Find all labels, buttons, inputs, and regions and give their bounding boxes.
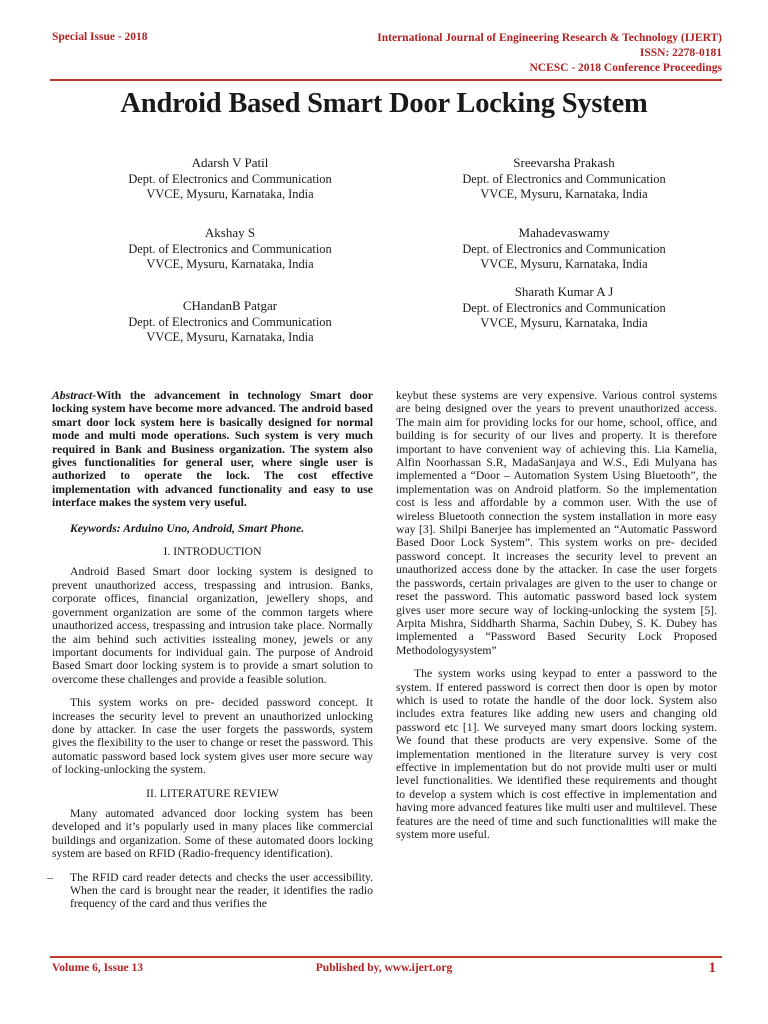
footer-divider: [50, 956, 722, 958]
header-special-issue: Special Issue - 2018: [52, 31, 148, 43]
author-dept: Dept. of Electronics and Communication: [128, 315, 332, 329]
author-block: [414, 155, 714, 202]
author-institution: VVCE, Mysuru, Karnataka, India: [480, 257, 648, 271]
author-block: [80, 225, 380, 272]
literature-bullet: [47, 870, 373, 911]
author-institution: VVCE, Mysuru, Karnataka, India: [480, 316, 648, 330]
header-proceedings: NCESC - 2018 Conference Proceedings: [529, 62, 722, 74]
author-institution: VVCE, Mysuru, Karnataka, India: [146, 187, 314, 201]
header-journal-info: [377, 31, 722, 76]
footer-volume: Volume 6, Issue 13: [52, 962, 143, 974]
literature-paragraph: Many automated advanced door locking system has been developed and it’s popularly used in many places like commercial buildings and organization. Some of these automated doors locking system are based on RFID (Radio-frequency identification).: [52, 806, 373, 861]
intro-paragraph: Android Based Smart door locking system is designed to prevent unauthorized access, trespassing and intrusion. Banks, corporate offices, financial organization, jewellery shops, and government organization are some of the common targets where unauthorized access, trespassing and intrusion take place. Normally the aim behind such activities isstealing money, jewels or any important documents for individual gain. The purpose of Android Based Smart door locking system is to provide a smart solution to overcome these challenges and provide a feasible solution.: [52, 565, 373, 686]
author-name: Mahadevaswamy: [518, 225, 610, 240]
section-heading-literature-review: II. LITERATURE REVIEW: [146, 786, 279, 800]
author-institution: VVCE, Mysuru, Karnataka, India: [146, 257, 314, 271]
section-heading-introduction: I. INTRODUCTION: [163, 545, 262, 559]
footer-publisher: Published by, www.ijert.org: [315, 962, 453, 974]
keywords: Keywords: Arduino Uno, Android, Smart Phone.: [70, 521, 305, 535]
author-dept: Dept. of Electronics and Communication: [462, 301, 666, 315]
author-dept: Dept. of Electronics and Communication: [128, 242, 332, 256]
author-name: Sreevarsha Prakash: [513, 155, 615, 170]
author-name: Adarsh V Patil: [191, 155, 269, 170]
author-name: Akshay S: [204, 225, 256, 240]
author-dept: Dept. of Electronics and Communication: [462, 242, 666, 256]
intro-paragraph: This system works on pre- decided password concept. It increases the security level to prevent an unauthorized unlocking done by attacker. In case the user forgets the passwords, system gives the flexibility to the user to change or reset the password. This automatic password based lock system gives user more secure way of locking-unlocking the system.: [52, 696, 373, 777]
author-dept: Dept. of Electronics and Communication: [128, 172, 332, 186]
abstract-label: Abstract-: [52, 389, 97, 402]
author-block: [414, 284, 714, 331]
author-name: Sharath Kumar A J: [514, 284, 614, 299]
header-divider: [50, 79, 722, 81]
literature-paragraph-continued: keybut these systems are very expensive. Various control systems are being designed over the years to prevent unauthorized access. The main aim for providing locks for our home, school, office, and building is for security of our lives and property. It is therefore important to have convenient way of achieving this. Lia Kamelia, Alfin Noorhassan S.R, MadaSanjaya and W.S., Edi Mulyana has implemented a “Door – Automation System Using Bluetooth”, the implementation was on Android platform. So the implementation cost is less and affordable by a common user. With the use of wireless Bluetooth connection the system installation in more easy way [3]. Shilpi Banerjee has implemented an “Automatic Password Based Door Lock System”. This system works on pre- decided password concept. It increases the security level to prevent an unauthorized access done by the attacker. In case the user forgets the passwords, certain privalages are given to the user to change or reset the password. This automatic password based lock system gives user more secure way of locking-unlocking the system [5]. Arpita Mishra, Siddharth Sharma, Sachin Dubey, S. K. Dubey has implemented a “Password Based Security Lock Proposed Methodologysystem”: [396, 389, 717, 657]
author-block: [80, 298, 380, 345]
author-name: CHandanB Patgar: [182, 298, 278, 313]
author-dept: Dept. of Electronics and Communication: [462, 172, 666, 186]
bullet-dash: –: [47, 870, 53, 884]
author-block: [414, 225, 714, 272]
right-column: [396, 389, 717, 841]
literature-bullet-text: The RFID card reader detects and checks the user accessibility. When the card is brought near the reader, it identifies the radio frequency of the card and thus verifies the: [70, 870, 373, 911]
abstract: [52, 389, 373, 510]
header-issn: ISSN: 2278-0181: [639, 47, 722, 59]
header-journal-name: International Journal of Engineering Research & Technology (IJERT): [377, 32, 722, 44]
system-paragraph: The system works using keypad to enter a password to the system. If entered password is correct then door is open by motor which is used to rotate the handle of the door lock. System also includes extra features like adding new users and changing old password etc [1]. We surveyed many smart doors locking system. We found that these products are very expensive. Some of the implementation mentioned in the literature survey is very cost effective in implementation but do not provide multi user or multi level functionalities. We identified these requirements and thought to develop a system which is cost effective in implementation and having more advanced features like multi user and multilevel. These features are the need of time and such functionalities will make the system more useful.: [396, 667, 717, 841]
abstract-text: With the advancement in technology Smart door locking system have become more advanced. The android based smart door lock system here is basically designed for normal mode and multi mode operations. Such system is very much required in Bank and Business organization. The system also gives functionalities for general user, where single user is authorized to operate the lock. The cost effective implementation with advanced functionality and easy to use interface makes the system very useful.: [52, 389, 373, 510]
author-institution: VVCE, Mysuru, Karnataka, India: [480, 187, 648, 201]
paper-title: Android Based Smart Door Locking System: [120, 88, 648, 119]
left-column: [47, 389, 373, 911]
page-number: 1: [708, 960, 716, 976]
author-institution: VVCE, Mysuru, Karnataka, India: [146, 330, 314, 344]
author-block: [80, 155, 380, 202]
